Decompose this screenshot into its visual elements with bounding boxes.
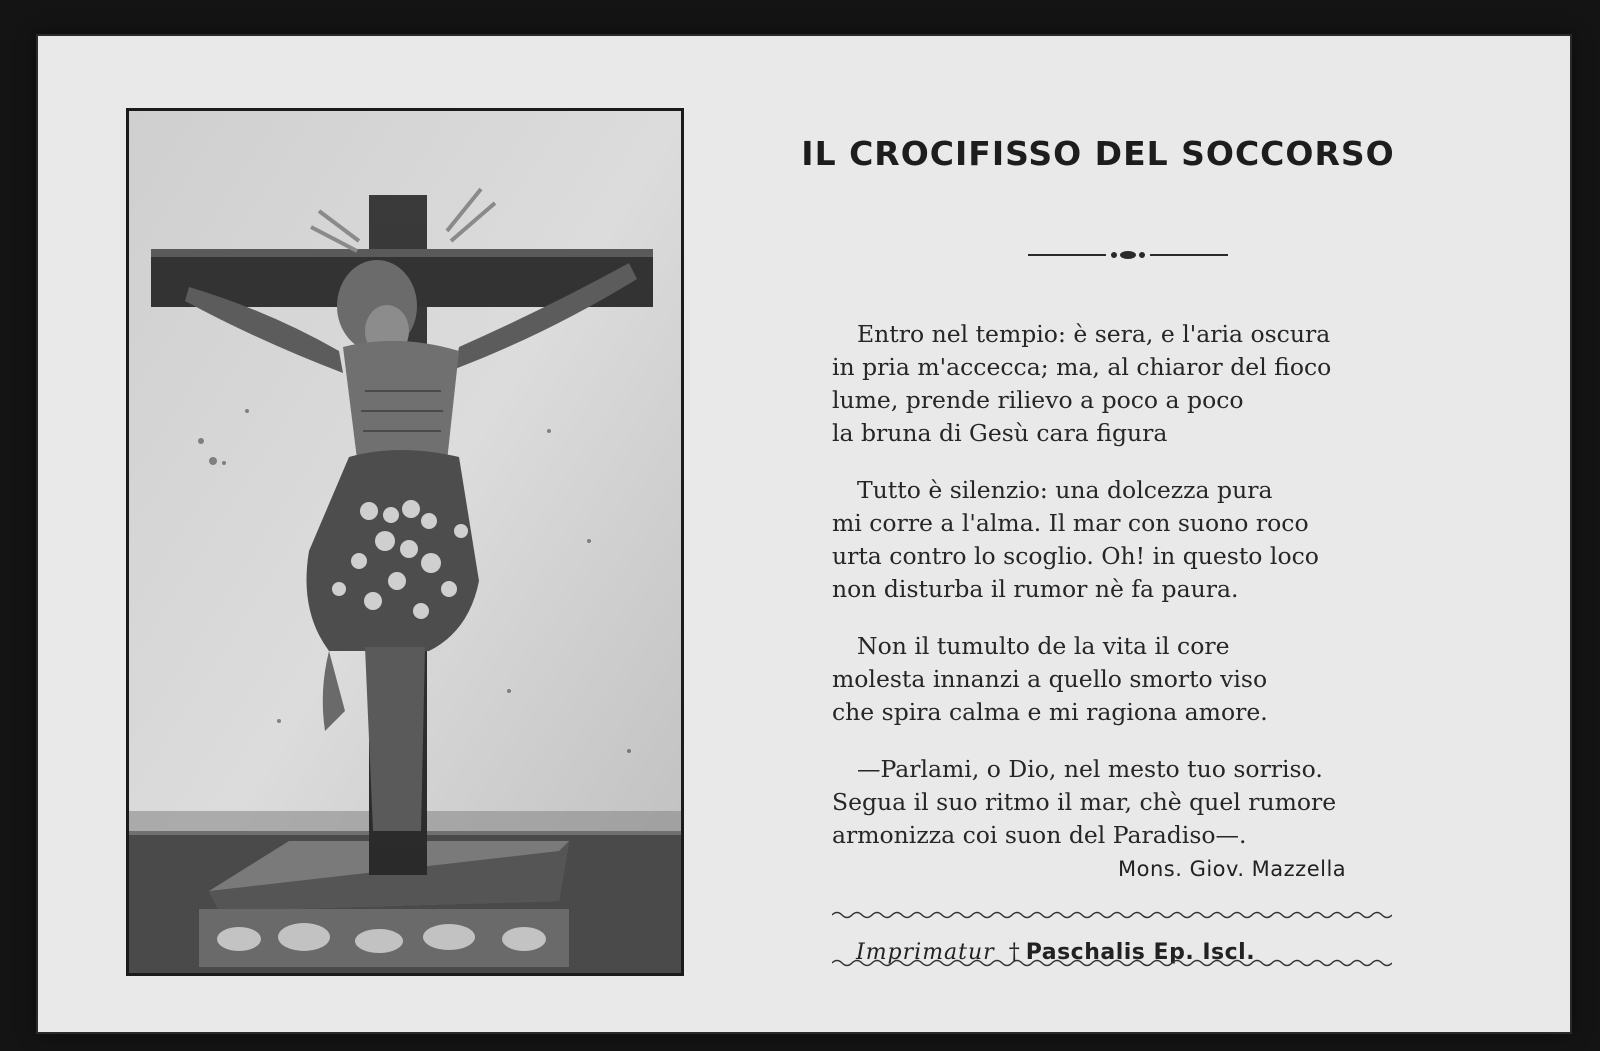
- poem-line: in pria m'accecca; ma, al chiaror del fioco: [832, 353, 1332, 381]
- card-title: IL CROCIFISSO DEL SOCCORSO: [801, 134, 1395, 173]
- postcard: [38, 36, 1570, 1032]
- poem-line: —Parlami, o Dio, nel mesto tuo sorriso.: [857, 755, 1323, 783]
- poem-line: urta contro lo scoglio. Oh! in questo loco: [832, 542, 1319, 570]
- cross-symbol: †: [1008, 940, 1020, 965]
- stanza-4: [832, 753, 1472, 852]
- wavy-rule-top: [832, 910, 1392, 920]
- poem-line: Non il tumulto de la vita il core: [857, 632, 1230, 660]
- poem: [832, 318, 1472, 876]
- author-signature: Mons. Giov. Mazzella: [1118, 857, 1347, 881]
- wavy-rule-bottom: [832, 958, 1392, 968]
- poem-line: molesta innanzi a quello smorto viso: [832, 665, 1268, 693]
- poem-line: che spira calma e mi ragiona amore.: [832, 698, 1268, 726]
- stanza-2: [832, 474, 1472, 606]
- bishop-name: Paschalis Ep. Iscl.: [1025, 940, 1256, 965]
- ornament-divider: [1028, 247, 1228, 263]
- poem-line: non disturba il rumor nè fa paura.: [832, 575, 1239, 603]
- poem-line: Tutto è silenzio: una dolcezza pura: [857, 476, 1273, 504]
- imprimatur-label: Imprimatur: [856, 940, 995, 965]
- poem-line: mi corre a l'alma. Il mar con suono roco: [832, 509, 1309, 537]
- poem-line: Segua il suo ritmo il mar, chè quel rumore: [832, 788, 1337, 816]
- stanza-1: [832, 318, 1472, 450]
- crucifix-photo: [126, 108, 684, 976]
- poem-line: lume, prende rilievo a poco a poco: [832, 386, 1244, 414]
- poem-line: Entro nel tempio: è sera, e l'aria oscura: [857, 320, 1331, 348]
- stanza-3: [832, 630, 1472, 729]
- poem-line: armonizza coi suon del Paradiso—.: [832, 821, 1247, 849]
- crucifix-image: [129, 111, 681, 973]
- poem-line: la bruna di Gesù cara figura: [832, 419, 1168, 447]
